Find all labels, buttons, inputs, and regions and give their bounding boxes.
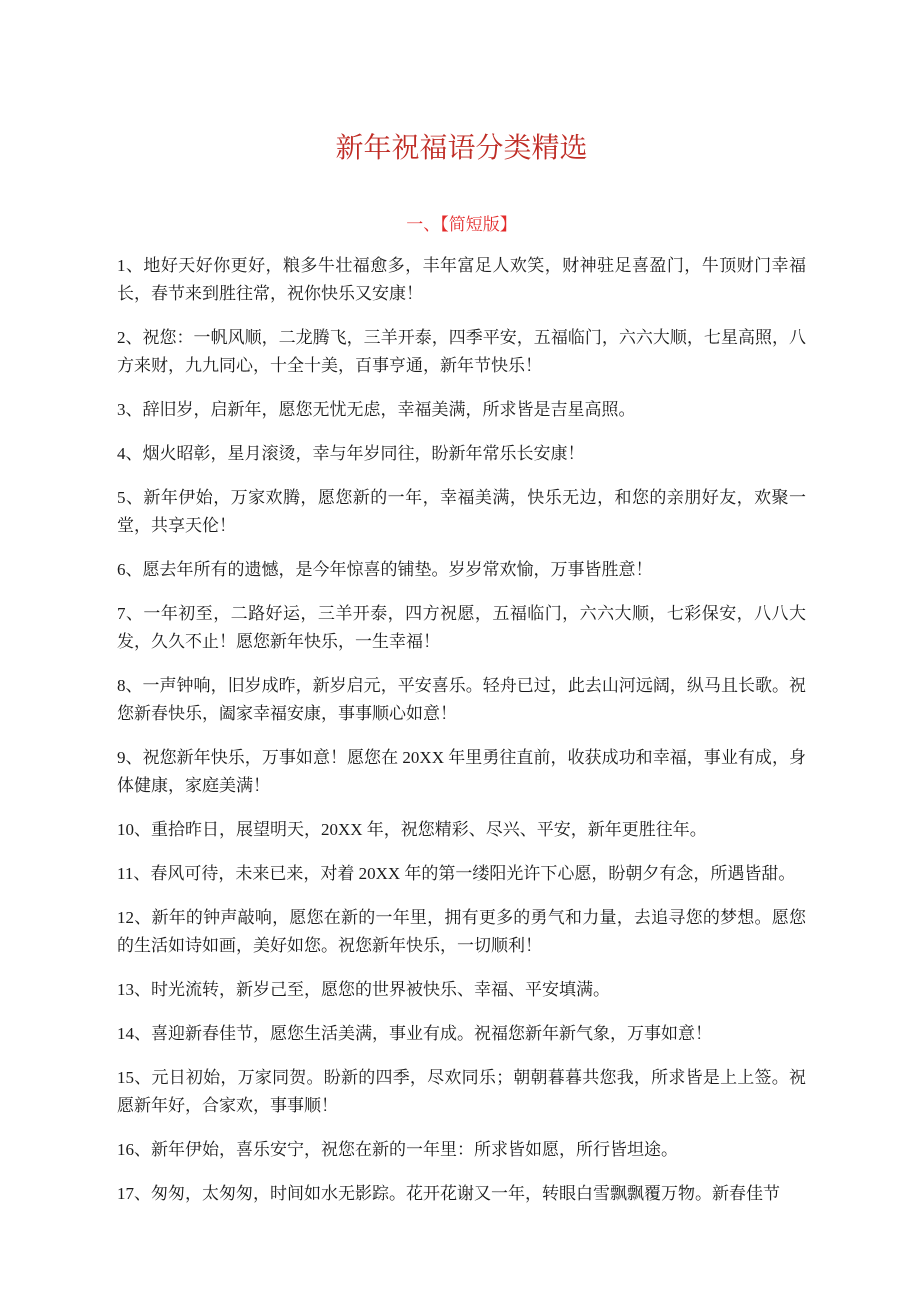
list-item: 7、一年初至，二路好运，三羊开泰，四方祝愿，五福临门，六六大顺，七彩保安，八八大发，久久不止！愿您新年快乐，一生幸福！ — [117, 604, 806, 651]
list-item: 13、时光流转，新岁己至，愿您的世界被快乐、幸福、平安填满。 — [117, 980, 610, 999]
list-item: 1、地好天好你更好，粮多牛壮福愈多，丰年富足人欢笑，财神驻足喜盈门，牛顶财门幸福长，春节来到胜往常，祝你快乐又安康！ — [117, 256, 806, 303]
list-item: 11、春风可待，未来已来，对着 20XX 年的第一缕阳光许下心愿，盼朝夕有念，所遇皆甜。 — [117, 864, 796, 883]
list-item: 10、重拾昨日，展望明天，20XX 年，祝您精彩、尽兴、平安，新年更胜往年。 — [117, 820, 707, 839]
list-item: 6、愿去年所有的遗憾，是今年惊喜的铺垫。岁岁常欢愉，万事皆胜意！ — [117, 560, 653, 579]
list-item: 5、新年伊始，万家欢腾，愿您新的一年，幸福美满，快乐无边，和您的亲朋好友，欢聚一堂，共享天伦！ — [117, 488, 806, 535]
list-item: 9、祝您新年快乐，万事如意！愿您在 20XX 年里勇往直前，收获成功和幸福，事业有成，身体健康，家庭美满！ — [117, 748, 806, 795]
list-item: 14、喜迎新春佳节，愿您生活美满，事业有成。祝福您新年新气象，万事如意！ — [117, 1024, 712, 1043]
greeting-list — [117, 252, 806, 1208]
document-title: 新年祝福语分类精选 — [335, 133, 588, 164]
list-item: 17、匆匆，太匆匆，时间如水无影踪。花开花谢又一年，转眼白雪飘飘覆万物。新春佳节 — [117, 1184, 780, 1203]
document-content — [0, 131, 920, 1208]
list-item: 12、新年的钟声敲响，愿您在新的一年里，拥有更多的勇气和力量，去追寻您的梦想。愿您的生活如诗如画，美好如您。祝您新年快乐，一切顺利！ — [117, 908, 806, 955]
list-item: 3、辞旧岁，启新年，愿您无忧无虑，幸福美满，所求皆是吉星高照。 — [117, 400, 636, 419]
list-item: 2、祝您：一帆风顺，二龙腾飞，三羊开泰，四季平安，五福临门，六六大顺，七星高照，八方来财，九九同心，十全十美，百事亨通，新年节快乐！ — [117, 328, 806, 375]
list-item: 8、一声钟响，旧岁成昨，新岁启元，平安喜乐。轻舟已过，此去山河远阔，纵马且长歌。祝您新春快乐，阖家幸福安康，事事顺心如意！ — [117, 676, 806, 723]
list-item: 4、烟火昭彰，星月滚烫，幸与年岁同往，盼新年常乐长安康！ — [117, 444, 585, 463]
list-item: 16、新年伊始，喜乐安宁，祝您在新的一年里：所求皆如愿，所行皆坦途。 — [117, 1140, 678, 1159]
section-heading: 一、【简短版】 — [406, 215, 517, 234]
list-item: 15、元日初始，万家同贺。盼新的四季，尽欢同乐；朝朝暮暮共您我，所求皆是上上签。祝愿新年好，合家欢，事事顺！ — [117, 1068, 806, 1115]
